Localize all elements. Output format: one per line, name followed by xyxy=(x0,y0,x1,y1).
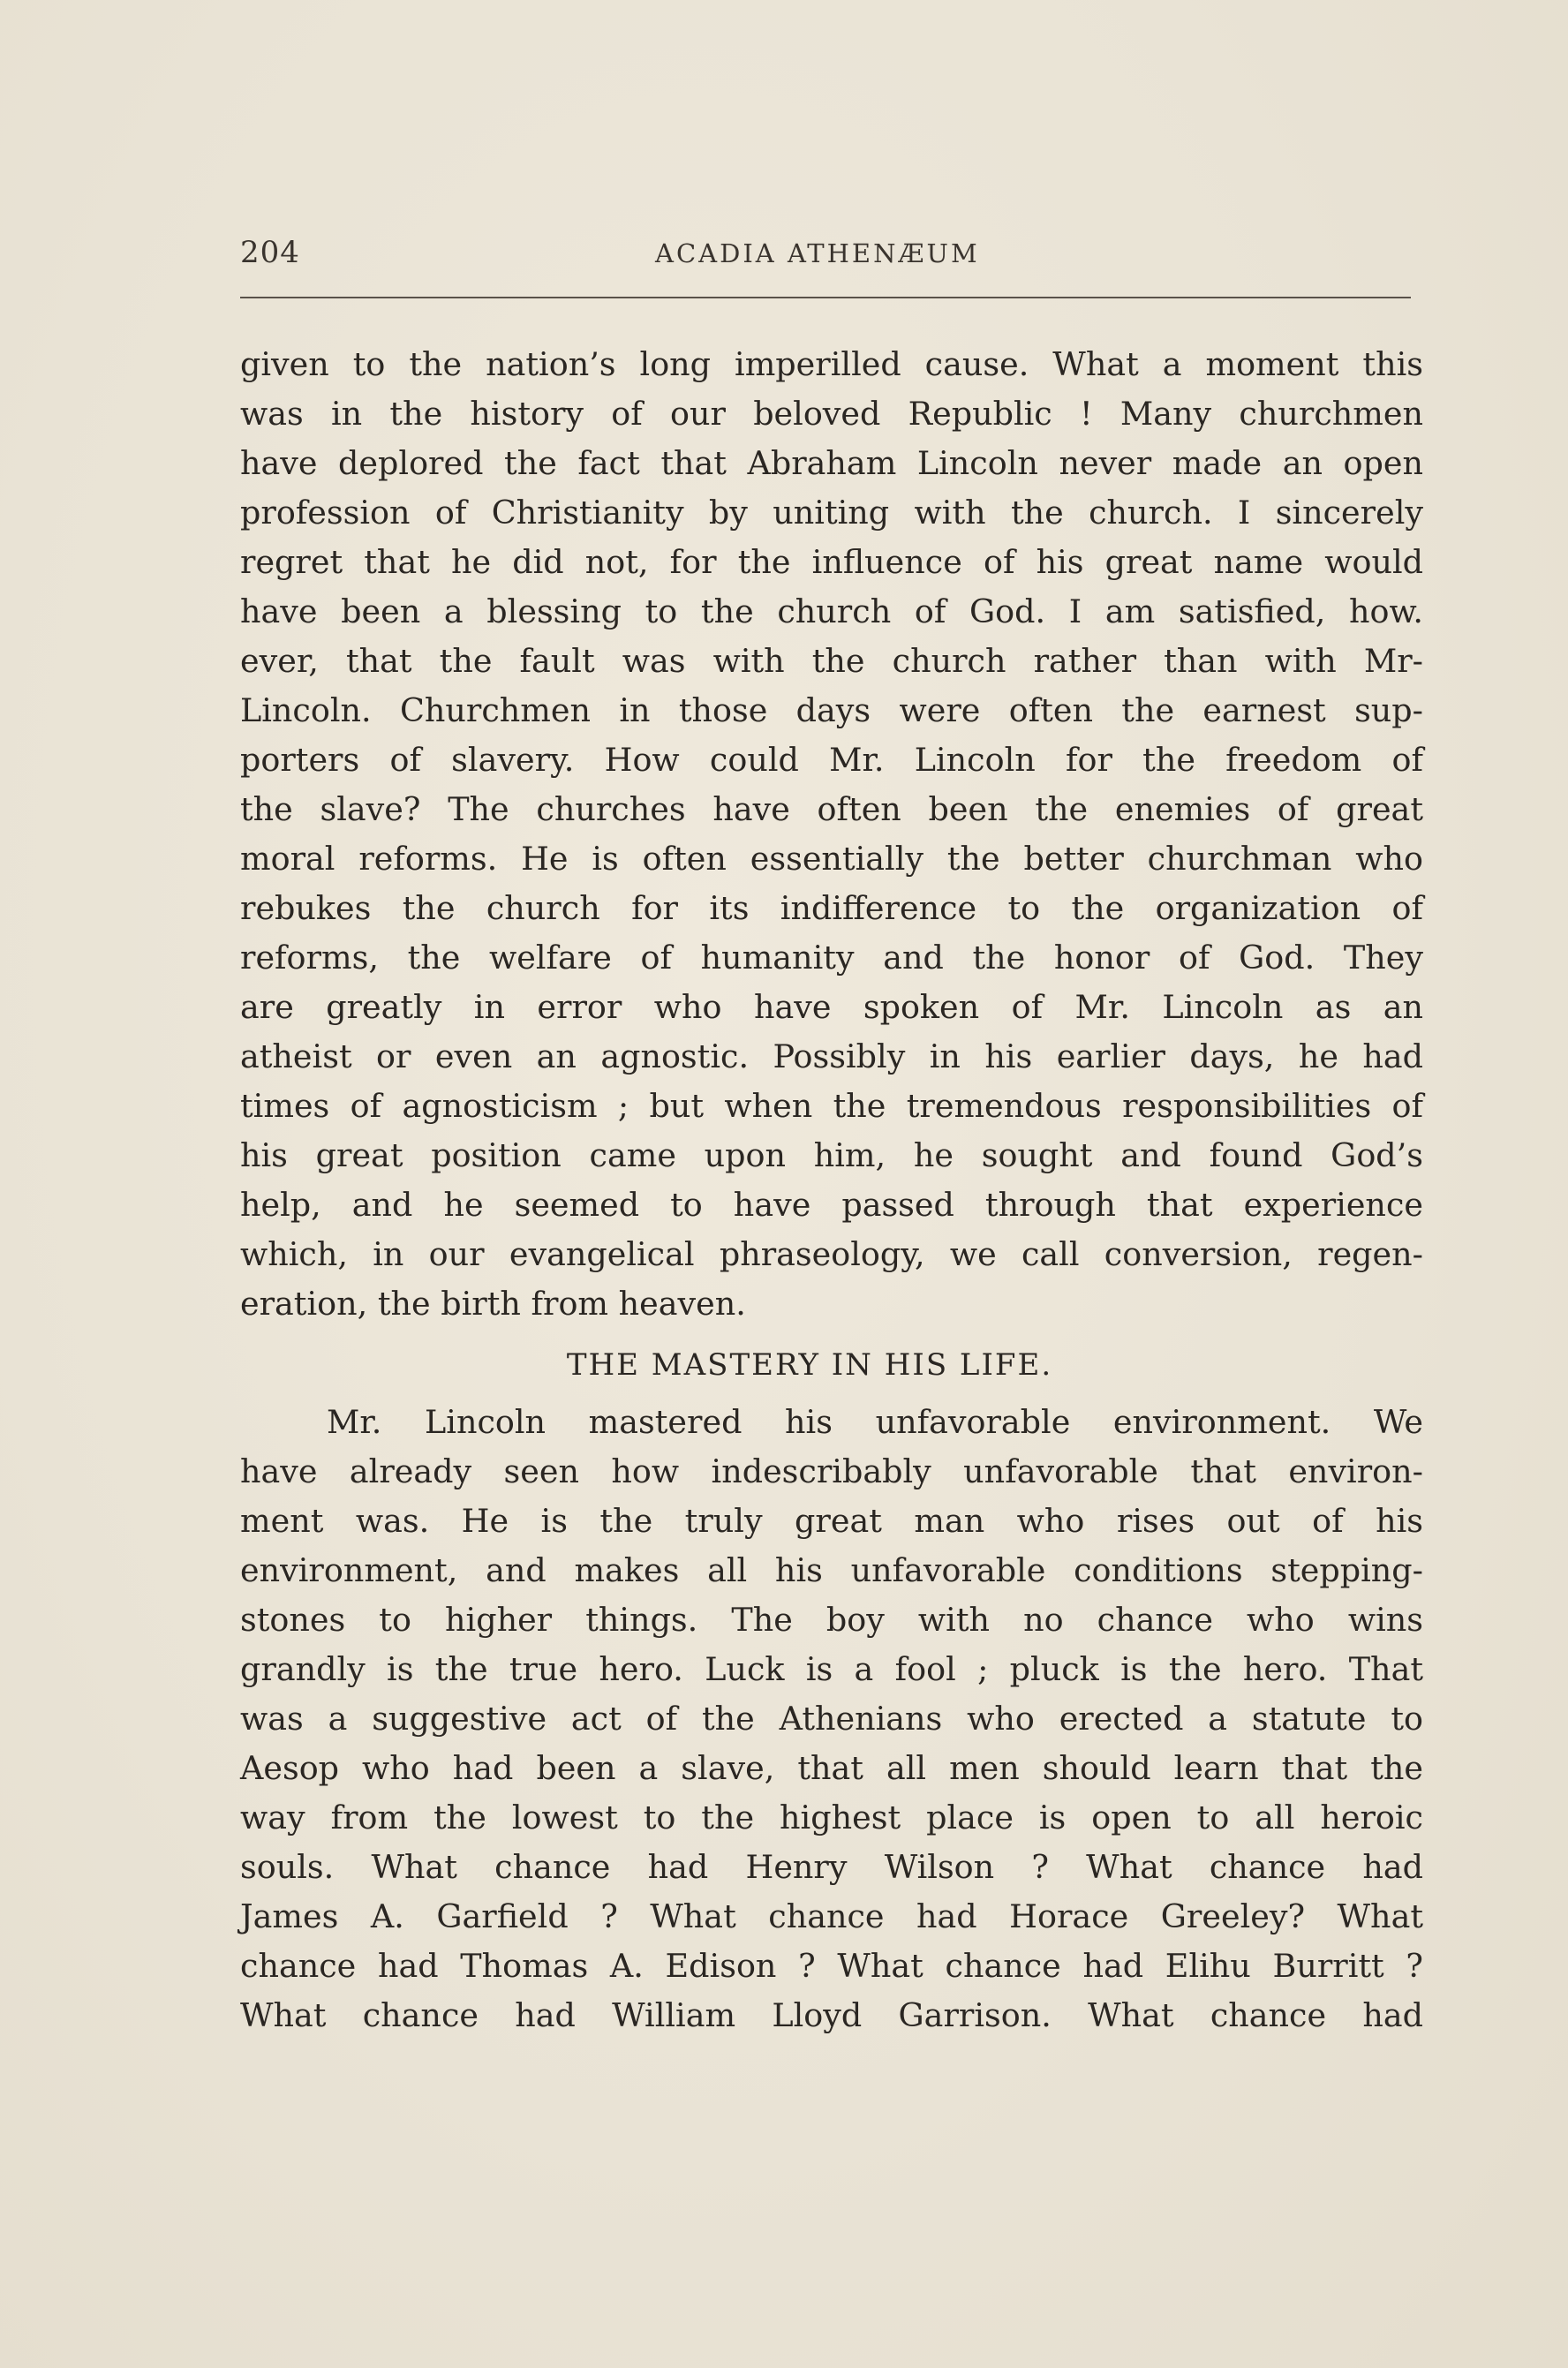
text-line: What chance had William Lloyd Garrison. What chance had xyxy=(240,1996,1423,2034)
text-line: environment, and makes all his unfavorable conditions stepping- xyxy=(240,1551,1423,1589)
text-line: have been a blessing to the church of God. I am satisfied, how. xyxy=(240,592,1423,630)
paragraph-1 xyxy=(240,340,1423,1329)
text-line: regret that he did not, for the influence of his great name would xyxy=(240,543,1423,581)
text-line: ever, that the fault was with the church rather than with Mr- xyxy=(240,642,1423,680)
text-line: stones to higher things. The boy with no chance who wins xyxy=(240,1601,1423,1639)
body-text xyxy=(240,340,1423,2040)
running-title: ACADIA ATHENÆUM xyxy=(655,238,980,268)
text-line: porters of slavery. How could Mr. Lincoln for the freedom of xyxy=(240,741,1423,779)
text-line: given to the nation’s long imperilled cause. What a moment this xyxy=(240,345,1423,383)
text-line: souls. What chance had Henry Wilson ? What chance had xyxy=(240,1848,1423,1886)
text-line: the slave? The churches have often been the enemies of great xyxy=(240,790,1423,828)
text-line: grandly is the true hero. Luck is a fool ; pluck is the hero. That xyxy=(240,1650,1423,1688)
text-line: Lincoln. Churchmen in those days were often the earnest sup- xyxy=(240,691,1423,729)
text-line: help, and he seemed to have passed through that experience xyxy=(240,1186,1423,1224)
text-line: James A. Garfield ? What chance had Horace Greeley? What xyxy=(240,1897,1423,1935)
page-header xyxy=(240,235,1411,288)
text-line: reforms, the welfare of humanity and the honor of God. They xyxy=(240,939,1423,977)
text-line: rebukes the church for its indifference to the organization of xyxy=(240,889,1423,927)
text-line: Aesop who had been a slave, that all men should learn that the xyxy=(240,1749,1423,1787)
text-line: atheist or even an agnostic. Possibly in his earlier days, he had xyxy=(240,1037,1423,1075)
text-line: are greatly in error who have spoken of Mr. Lincoln as an xyxy=(240,988,1423,1026)
text-line: eration, the birth from heaven. xyxy=(240,1285,746,1323)
text-line: moral reforms. He is often essentially the better churchman who xyxy=(240,840,1423,878)
text-line: Mr. Lincoln mastered his unfavorable environment. We xyxy=(327,1403,1423,1441)
section-heading: THE MASTERY IN HIS LIFE. xyxy=(566,1347,1053,1383)
text-line: profession of Christianity by uniting with the church. I sincerely xyxy=(240,494,1423,532)
text-line: which, in our evangelical phraseology, we call conversion, regen- xyxy=(240,1235,1423,1273)
text-line: chance had Thomas A. Edison ? What chance had Elihu Burritt ? xyxy=(240,1947,1423,1985)
header-rule xyxy=(240,297,1411,298)
text-line: his great position came upon him, he sought and found God’s xyxy=(240,1136,1423,1174)
text-line: have deplored the fact that Abraham Lincoln never made an open xyxy=(240,444,1423,482)
text-line: ment was. He is the truly great man who rises out of his xyxy=(240,1502,1423,1540)
text-line: way from the lowest to the highest place is open to all heroic xyxy=(240,1799,1423,1836)
page-number: 204 xyxy=(240,235,300,270)
text-line: times of agnosticism ; but when the tremendous responsibilities of xyxy=(240,1087,1423,1125)
text-line: was a suggestive act of the Athenians who erected a statute to xyxy=(240,1700,1423,1738)
paragraph-2 xyxy=(240,1398,1423,2040)
text-line: was in the history of our beloved Republic ! Many churchmen xyxy=(240,395,1423,433)
text-line: have already seen how indescribably unfavorable that environ- xyxy=(240,1452,1423,1490)
